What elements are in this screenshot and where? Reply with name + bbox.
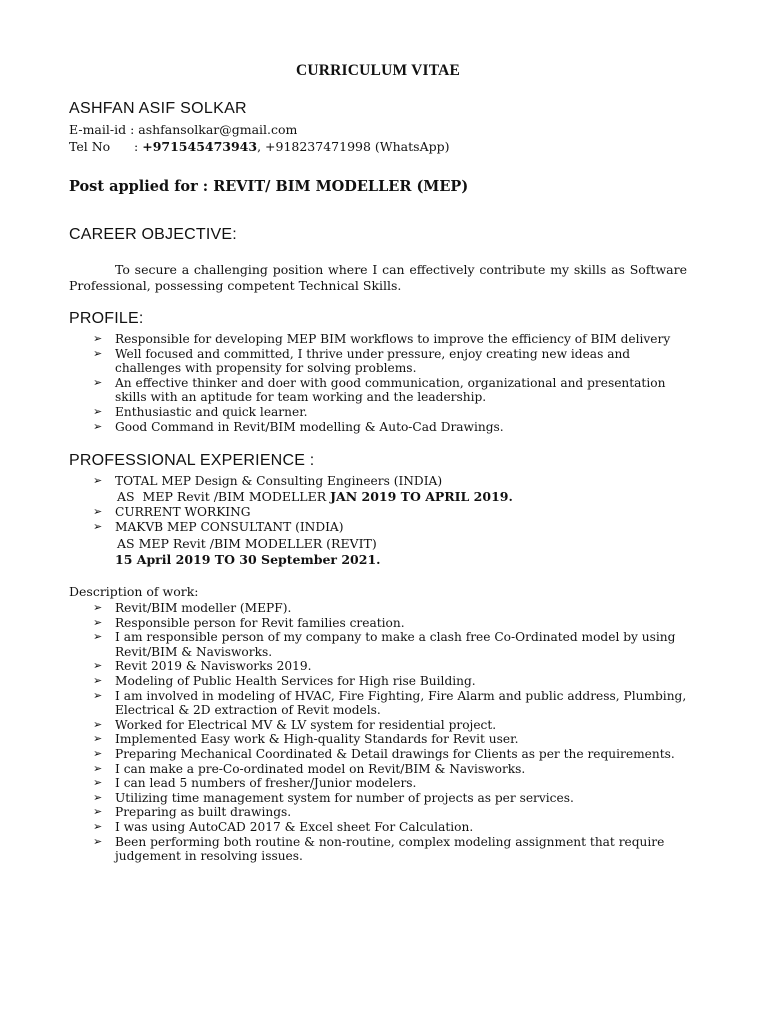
list-item-text: Well focused and committed, I thrive under pressure, enjoy creating new ideas and challenges with propensity for solving problems. [115,346,631,376]
list-item-text: Responsible person for Revit families creation. [115,615,405,630]
bullet-arrow-icon: ➢ [93,375,103,389]
list-item [69,776,687,791]
list-item [69,616,687,631]
list-item [69,805,687,820]
list-item [69,405,687,420]
list-item [69,376,687,405]
list-item [69,835,687,864]
email-line: E-mail-id : ashfansolkar@gmail.com [69,122,298,137]
profile-list [69,332,687,434]
experience-list-2 [69,505,687,534]
list-item [69,630,687,659]
current-working: CURRENT WORKING [115,505,251,519]
bullet-arrow-icon: ➢ [93,601,103,614]
phone-label: Tel No : [69,139,143,154]
list-item [69,659,687,674]
description-heading: Description of work: [69,584,199,599]
bullet-arrow-icon: ➢ [93,404,103,418]
bullet-arrow-icon: ➢ [93,790,103,804]
bullet-arrow-icon: ➢ [93,819,103,833]
list-item-text: I was using AutoCAD 2017 & Excel sheet For Calculation. [115,819,474,834]
experience-heading: PROFESSIONAL EXPERIENCE : [69,452,315,469]
company-2: MAKVB MEP CONSULTANT (INDIA) [115,519,344,534]
list-item [69,791,687,806]
list-item-text: Implemented Easy work & High-quality Standards for Revit user. [115,732,519,747]
bullet-arrow-icon: ➢ [93,673,103,687]
role-2-title: AS MEP Revit /BIM MODELLER (REVIT) [117,536,377,551]
list-item [69,520,687,535]
list-item-text: An effective thinker and doer with good communication, organizational and presentation skills with an aptitude for team working and the leadership. [115,375,666,405]
bullet-arrow-icon: ➢ [93,776,103,790]
list-item-text: Enthusiastic and quick learner. [115,404,308,419]
list-item [69,718,687,733]
list-item-text: Preparing Mechanical Coordinated & Detail drawings for Clients as per the requirements. [115,746,675,761]
list-item-text: Preparing as built drawings. [115,805,292,820]
list-item-text: Modeling of Public Health Services for High rise Building. [115,673,476,688]
post-applied: Post applied for : REVIT/ BIM MODELLER (MEP) [69,178,469,195]
list-item [69,505,687,520]
list-item [69,474,687,489]
list-item [69,347,687,376]
list-item-text: I can make a pre-Co-ordinated model on Revit/BIM & Navisworks. [115,761,526,776]
career-objective-heading: CAREER OBJECTIVE: [69,226,237,243]
profile-heading: PROFILE: [69,310,144,327]
list-item-text: Revit/BIM modeller (MEPF). [115,601,292,615]
bullet-arrow-icon: ➢ [93,659,103,673]
experience-list [69,474,687,489]
list-item-text: I can lead 5 numbers of fresher/Junior modelers. [115,776,417,791]
bullet-arrow-icon: ➢ [93,746,103,760]
list-item-text: I am responsible person of my company to make a clash free Co-Ordinated model by using Revit/BIM & Navisworks. [115,630,676,659]
role-1 [117,489,513,504]
list-item-text: Been performing both routine & non-routine, complex modeling assignment that require judgement in resolving issues. [115,834,665,864]
list-item-text: Utilizing time management system for number of projects as per services. [115,790,574,805]
list-item [69,732,687,747]
bullet-arrow-icon: ➢ [93,346,103,360]
bullet-arrow-icon: ➢ [93,630,103,644]
role-2-dates: 15 April 2019 TO 30 September 2021. [115,552,381,567]
bullet-arrow-icon: ➢ [93,834,103,848]
list-item [69,674,687,689]
list-item [69,820,687,835]
list-item-text: I am involved in modeling of HVAC, Fire Fighting, Fire Alarm and public address, Plumbing, Electrical & 2D extraction of Revit models. [115,688,687,718]
list-item [69,332,687,347]
list-item [69,689,687,718]
career-objective-text: To secure a challenging position where I can effectively contribute my skills as Software Professional, possessing competent Technical Skills. [69,262,687,293]
list-item [69,601,687,616]
bullet-arrow-icon: ➢ [93,519,103,533]
bullet-arrow-icon: ➢ [93,615,103,629]
bullet-arrow-icon: ➢ [93,505,103,518]
bullet-arrow-icon: ➢ [93,761,103,775]
bullet-arrow-icon: ➢ [93,717,103,731]
list-item-text: Worked for Electrical MV & LV system for residential project. [115,717,497,732]
bullet-arrow-icon: ➢ [93,474,103,487]
list-item [69,762,687,777]
bullet-arrow-icon: ➢ [93,805,103,819]
phone-primary: +971545473943 [142,139,258,154]
description-list [69,601,687,864]
role-1-dates: JAN 2019 TO APRIL 2019. [330,489,513,504]
list-item-text: Responsible for developing MEP BIM workflows to improve the efficiency of BIM delivery [115,332,671,346]
bullet-arrow-icon: ➢ [93,419,103,433]
list-item-text: Revit 2019 & Navisworks 2019. [115,659,312,674]
list-item-text: Good Command in Revit/BIM modelling & Auto-Cad Drawings. [115,419,504,434]
phone-secondary: , +918237471998 (WhatsApp) [257,139,450,154]
list-item [69,420,687,435]
company-1: TOTAL MEP Design & Consulting Engineers (INDIA) [115,474,443,488]
candidate-name: ASHFAN ASIF SOLKAR [69,100,247,117]
bullet-arrow-icon: ➢ [93,732,103,746]
list-item [69,747,687,762]
bullet-arrow-icon: ➢ [93,688,103,702]
bullet-arrow-icon: ➢ [93,332,103,345]
role-1-title: AS MEP Revit /BIM MODELLER [117,489,331,504]
phone-line [69,139,449,154]
document-title: CURRICULUM VITAE [295,62,461,79]
